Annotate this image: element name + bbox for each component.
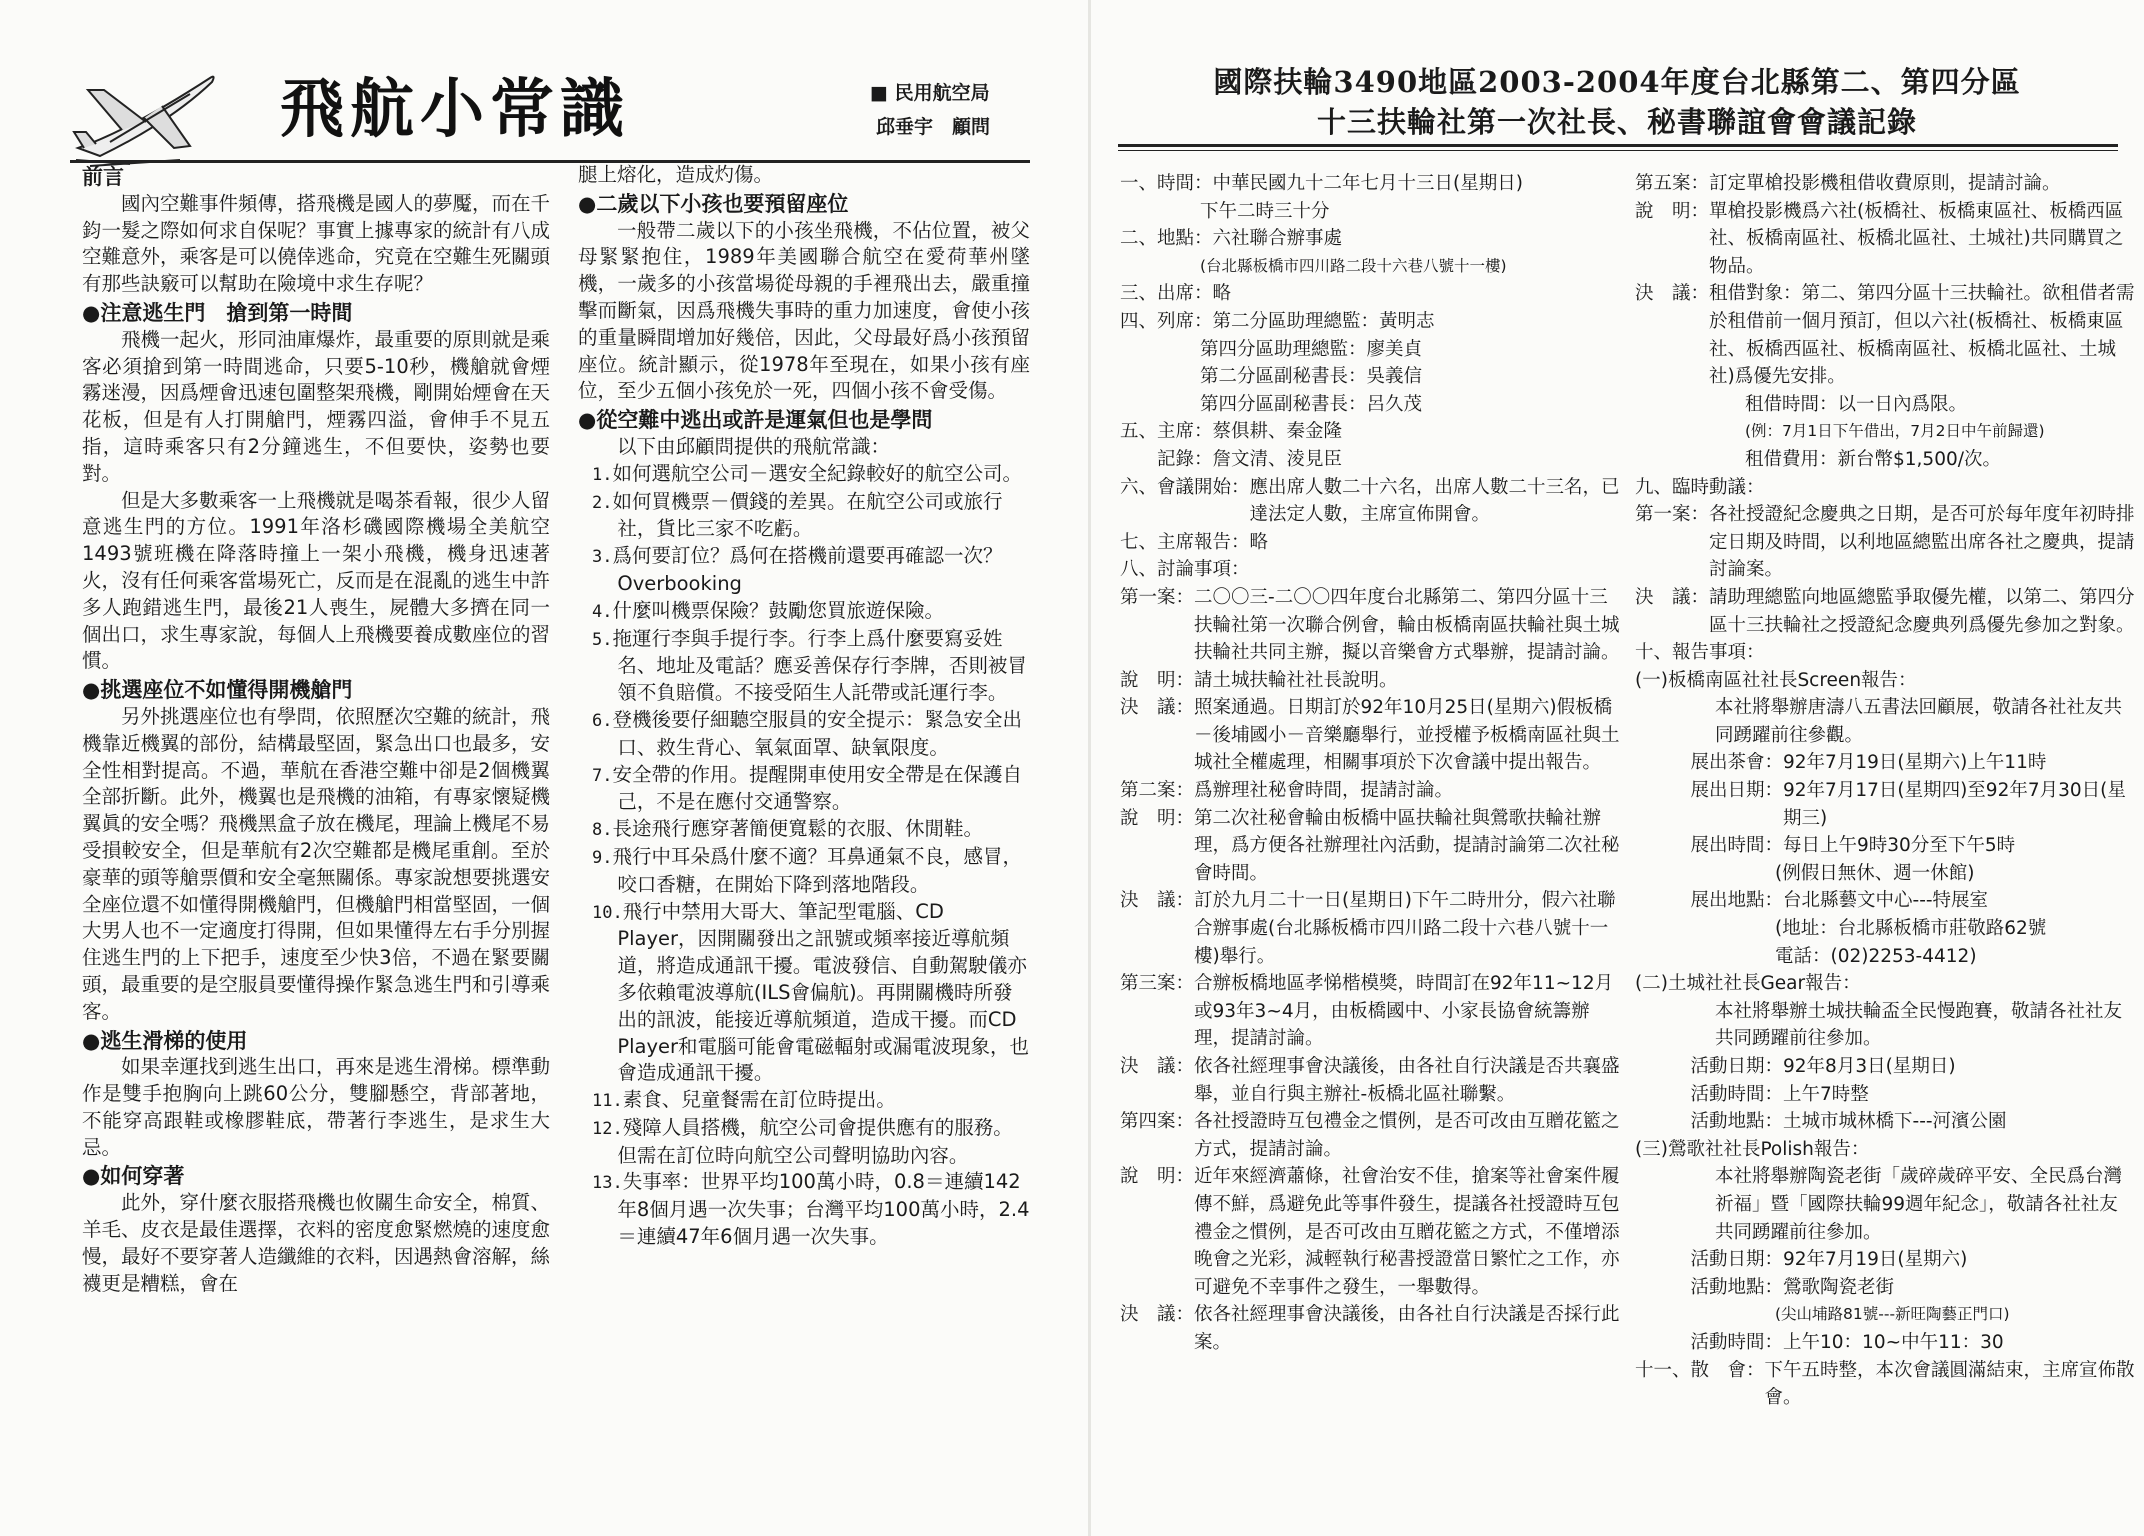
minutes-label: 說 明： bbox=[1120, 1166, 1195, 1188]
minutes-label: 九、臨時動議： bbox=[1635, 476, 1765, 498]
minutes-label: 二、地點： bbox=[1120, 228, 1213, 250]
tip-number: 5. bbox=[592, 629, 613, 650]
minutes-label: 活動時間： bbox=[1635, 1331, 1784, 1353]
minutes-label: 決 議： bbox=[1120, 697, 1195, 719]
tip-text: 什麼叫機票保險？鼓勵您買旅遊保險。 bbox=[612, 598, 944, 622]
tip-item bbox=[592, 1169, 1030, 1250]
minutes-label: 決 議： bbox=[1120, 1304, 1195, 1326]
minutes-label: 活動日期： bbox=[1635, 1056, 1784, 1077]
minutes-label: (二) bbox=[1635, 973, 1668, 995]
minutes-row bbox=[1120, 391, 1622, 419]
airplane-icon bbox=[70, 60, 220, 170]
paragraph: 以下由邱顧問提供的飛航常識： bbox=[617, 434, 891, 458]
tip-text: 長途飛行應穿著簡便寬鬆的衣服、休閒鞋。 bbox=[612, 817, 983, 841]
tip-number: 12. bbox=[592, 1118, 623, 1139]
minutes-value bbox=[1765, 639, 2135, 667]
tip-item bbox=[592, 626, 1030, 707]
minutes-row bbox=[1635, 667, 2135, 695]
minutes-row bbox=[1120, 446, 1622, 474]
minutes-row bbox=[1635, 1274, 2135, 1302]
section-heading: ●從空難中逃出或許是運氣但也是學問 bbox=[578, 408, 933, 433]
tip-text: 飛行中耳朵爲什麼不適？耳鼻通氣不良，感冒，咬口香糖，在開始下降到落地階段。 bbox=[612, 844, 1022, 896]
minutes-row bbox=[1120, 418, 1622, 446]
minutes-row bbox=[1635, 1081, 2135, 1109]
minutes-row bbox=[1120, 225, 1622, 253]
minutes-row bbox=[1120, 777, 1622, 805]
minutes-label: 展出地點： bbox=[1635, 890, 1784, 912]
tip-item bbox=[592, 543, 1030, 598]
minutes-value: 請助理總監向地區總監爭取優先權，以第二、第四分區十三扶輪社之授證紀念慶典列爲優先參加之對象。 bbox=[1709, 586, 2135, 636]
minutes-value: 依各社經理事會決議後，由各社自行決議是否採行此案。 bbox=[1194, 1304, 1620, 1353]
minutes-row bbox=[1635, 1053, 2135, 1081]
tip-item bbox=[592, 816, 1030, 844]
minutes-label: 第二案： bbox=[1120, 780, 1195, 802]
paragraph: 一般帶二歲以下的小孩坐飛機，不佔位置，被父母緊緊抱住，1989年美國聯合航空在愛荷華州墜機，一歲多的小孩當場從母親的手裡飛出去，嚴重撞擊而斷氣，因爲飛機失事時的重力加速度，會使小孩的重量瞬間增加好幾倍，因此，父母最好爲小孩預留座位。統計顯示，從1978年至現在，如果小孩有座位，至少五個小孩免於一死，四個小孩不會受傷。 bbox=[578, 218, 1030, 403]
minutes-label: 活動時間： bbox=[1635, 1083, 1784, 1105]
tip-number: 2. bbox=[592, 492, 613, 513]
minutes-value: 合辦板橋地區孝悌楷模獎，時間訂在92年11~12月或93年3~4月，由板橋國中、小家長協會統籌辦理，提請討論。 bbox=[1194, 973, 1614, 1050]
minutes-row bbox=[1635, 860, 2135, 888]
minutes-value: 租借費用：新台幣$1,500/次。 bbox=[1745, 448, 2001, 470]
minutes-column-2 bbox=[1635, 170, 2135, 1412]
minutes-row bbox=[1120, 170, 1622, 198]
tip-item bbox=[592, 707, 1030, 762]
minutes-value: 台北縣藝文中心---特展室 bbox=[1783, 890, 1989, 912]
minutes-row bbox=[1635, 280, 2135, 390]
minutes-value: 本社將舉辦陶瓷老街「歲碎歲碎平安、全民爲台灣祈福」暨「國際扶輪99週年紀念」，敬請各社社友共同踴躍前往參加。 bbox=[1715, 1166, 2123, 1243]
minutes-label: 展出時間： bbox=[1635, 835, 1784, 857]
tip-number: 6. bbox=[592, 710, 613, 731]
minutes-label: 活動地點： bbox=[1635, 1111, 1784, 1133]
intro-heading: 前言 bbox=[82, 165, 124, 189]
tip-number: 9. bbox=[592, 847, 613, 868]
page-title: 飛航小常識 bbox=[280, 72, 630, 147]
minutes-value: 電話：(02)2253-4412) bbox=[1775, 945, 1977, 967]
minutes-value: 下午二時三十分 bbox=[1200, 200, 1330, 222]
minutes-label: 說 明： bbox=[1120, 669, 1195, 691]
tip-item bbox=[592, 762, 1030, 817]
minutes-row bbox=[1635, 998, 2135, 1053]
tip-text: 如何選航空公司－選安全紀錄較好的航空公司。 bbox=[612, 461, 1022, 485]
minutes-row bbox=[1635, 501, 2135, 584]
minutes-label: 十、報告事項： bbox=[1635, 642, 1765, 664]
minutes-value: 土城市城林橋下---河濱公園 bbox=[1783, 1111, 2007, 1133]
minutes-row bbox=[1120, 336, 1622, 364]
minutes-label: 十一、散 會： bbox=[1635, 1359, 1765, 1381]
minutes-value: (地址：台北縣板橋市莊敬路62號 bbox=[1775, 918, 2047, 940]
minutes-value: 二〇〇三-二〇〇四年度台北縣第二、第四分區十三扶輪社第一次聯合例會，輪由板橋南區扶輪社與土城扶輪社共同主辦，擬以音樂會方式舉辦，提請討論。 bbox=[1194, 586, 1620, 664]
minutes-row bbox=[1635, 474, 2135, 502]
minutes-row bbox=[1635, 1357, 2135, 1412]
minutes-value: 上午7時整 bbox=[1783, 1083, 1869, 1105]
title-rule bbox=[1118, 144, 2118, 147]
minutes-value: 爲辦理社秘會時間，提請討論。 bbox=[1194, 780, 1454, 802]
minutes-row bbox=[1120, 529, 1622, 557]
tip-item bbox=[592, 844, 1030, 899]
minutes-row bbox=[1635, 749, 2135, 777]
tip-text: 飛行中禁用大哥大、筆記型電腦、CD Player，因開關發出之訊號或頻率接近導航頻道，將造成通訊干擾。電波發信、自動駕駛儀亦多依賴電波導航(ILS會偏航)。再開關機時所發出的訊波，能接近導航頻道，造成干擾。而CD Player和電腦可能會電磁輻射或漏電波現象，也會造成通訊干擾。 bbox=[617, 899, 1030, 1085]
byline-author: 邱垂宇 顧問 bbox=[876, 116, 991, 138]
minutes-row bbox=[1635, 943, 2135, 971]
minutes-value: 租借時間：以一日內爲限。 bbox=[1745, 393, 1968, 415]
minutes-label: 活動地點： bbox=[1635, 1276, 1784, 1298]
tip-number: 3. bbox=[592, 547, 613, 568]
minutes-value: 單槍投影機爲六社(板橋社、板橋東區社、板橋西區社、板橋南區社、板橋北區社、土城社)共同購買之物品。 bbox=[1709, 200, 2124, 277]
minutes-title-line1: 國際扶輪3490地區2003-2004年度台北縣第二、第四分區 bbox=[1213, 65, 2021, 99]
paragraph: 此外，穿什麼衣服搭飛機也攸關生命安全，棉質、羊毛、皮衣是最佳選擇，衣料的密度愈緊燃燒的速度愈慢，最好不要穿著人造纖維的衣料，因遇熱會溶解，絲襪更是糟糕，會在 bbox=[82, 1191, 551, 1295]
tip-text: 素食、兒童餐需在訂位時提出。 bbox=[622, 1088, 896, 1112]
tip-text: 拖運行李與手提行李。行李上爲什麼要寫妥姓名、地址及電話？應妥善保存行李牌，否則被冒領不負賠償。不接受陌生人託帶或託運行李。 bbox=[612, 626, 1027, 705]
section-heading: ●逃生滑梯的使用 bbox=[82, 1028, 248, 1053]
minutes-label: 第一案： bbox=[1120, 586, 1195, 608]
minutes-row bbox=[1120, 970, 1622, 1053]
tip-item bbox=[592, 461, 1030, 489]
minutes-row bbox=[1635, 1301, 2135, 1329]
minutes-row bbox=[1120, 1108, 1622, 1163]
minutes-value: 本社將舉辦唐濤八五書法回顧展，敬請各社社友共同踴躍前往參觀。 bbox=[1715, 697, 2123, 746]
tip-item bbox=[592, 899, 1030, 1088]
minutes-title-line2: 十三扶輪社第一次社長、秘書聯誼會會議記錄 bbox=[1316, 105, 1917, 139]
minutes-value bbox=[1250, 556, 1622, 584]
minutes-row bbox=[1635, 970, 2135, 998]
paragraph: 腿上熔化，造成灼傷。 bbox=[578, 163, 774, 186]
minutes-value: (尖山埔路81號---新旺陶藝正門口) bbox=[1775, 1305, 2010, 1324]
minutes-value: 鶯歌陶瓷老街 bbox=[1783, 1276, 1895, 1298]
section-heading: ●二歲以下小孩也要預留座位 bbox=[578, 191, 849, 216]
paragraph: 飛機一起火，形同油庫爆炸，最重要的原則就是乘客必須搶到第一時間逃命，只要5-10秒，機艙就會煙霧迷漫，因爲煙會迅速包圍整架飛機，剛開始煙會在天花板，但是有人打開艙門，煙霧四溢，會伸手不見五指，這時乘客只有2分鐘逃生，不但要快，姿勢也要對。 bbox=[82, 327, 551, 485]
minutes-row bbox=[1635, 887, 2135, 915]
minutes-label: 展出茶會： bbox=[1635, 752, 1784, 774]
minutes-label: 七、主席報告： bbox=[1120, 531, 1250, 553]
section-heading: ●注意逃生門 搶到第一時間 bbox=[82, 300, 353, 325]
section-heading: ●如何穿著 bbox=[82, 1164, 185, 1189]
minutes-row bbox=[1120, 584, 1622, 667]
tip-item bbox=[592, 489, 1030, 544]
minutes-row bbox=[1635, 1329, 2135, 1357]
tip-number: 11. bbox=[592, 1091, 623, 1112]
tip-number: 1. bbox=[592, 464, 613, 485]
paragraph: 但是大多數乘客一上飛機就是喝茶看報，很少人留意逃生門的方位。1991年洛杉磯國際機場全美航空1493號班機在降落時撞上一架小飛機，機身迅速著火，沒有任何乘客當場死亡，反而是在混亂的逃生中許多人跑錯逃生門，最後21人喪生，屍體大多擠在同一個出口，求生專家說，每個人上飛機要養成數座位的習慣。 bbox=[82, 488, 551, 673]
minutes-value: 第二分區助理總監：黃明志 bbox=[1212, 310, 1435, 332]
section-heading: ●挑選座位不如懂得開機艙門 bbox=[82, 678, 353, 703]
minutes-value: 照案通過。日期訂於92年10月25日(星期六)假板橋－後埔國小－音樂廳舉行，並授權予板橋南區社與土城社全權處理，相關事項於下次會議中提出報告。 bbox=[1194, 697, 1620, 774]
tip-number: 4. bbox=[592, 601, 613, 622]
tip-number: 13. bbox=[592, 1173, 623, 1194]
minutes-label: 活動日期： bbox=[1635, 1249, 1784, 1271]
minutes-row bbox=[1120, 805, 1622, 888]
minutes-value: 略 bbox=[1249, 531, 1269, 553]
tip-text: 失事率：世界平均100萬小時，0.8＝連續142年8個月遇一次失事；台灣平均100萬小時，2.4＝連續47年6個月遇一次失事。 bbox=[617, 1170, 1030, 1249]
minutes-label: 決 議： bbox=[1120, 1056, 1195, 1077]
minutes-row bbox=[1635, 198, 2135, 281]
minutes-value: 近年來經濟蕭條，社會治安不佳，搶案等社會案件履傳不鮮，爲避免此等事件發生，提議各社授證時互包禮金之慣例，是否可改由互贈花籃之方式，不僅增添晚會之光彩，減輕執行秘書授證當日繁忙之工作，亦可避免不幸事件之發生，一舉數得。 bbox=[1194, 1166, 1620, 1298]
minutes-value: 下午五時整，本次會議圓滿結束，主席宣佈散會。 bbox=[1764, 1359, 2135, 1409]
minutes-row bbox=[1635, 915, 2135, 943]
minutes-row bbox=[1120, 1053, 1622, 1108]
minutes-value: 92年8月3日(星期日) bbox=[1783, 1056, 1956, 1077]
tip-number: 10. bbox=[592, 902, 623, 923]
minutes-value: 租借對象：第二、第四分區十三扶輪社。欲租借者需於租借前一個月預訂，但以六社(板橋社、板橋東區社、板橋西區社、板橋南區社、板橋北區社、土城社)爲優先安排。 bbox=[1709, 283, 2135, 388]
minutes-row bbox=[1635, 584, 2135, 639]
tips-list bbox=[578, 461, 1030, 1251]
minutes-value: 板橋南區社社長Screen報告： bbox=[1667, 669, 1917, 691]
minutes-row bbox=[1635, 446, 2135, 474]
minutes-label: 第五案： bbox=[1635, 173, 1710, 194]
tip-item bbox=[592, 598, 1030, 626]
minutes-value: 訂定單槍投影機租借收費原則，提請討論。 bbox=[1709, 173, 2061, 194]
byline bbox=[870, 76, 990, 144]
minutes-label: 決 議： bbox=[1635, 283, 1710, 305]
minutes-row bbox=[1635, 694, 2135, 749]
minutes-value: (例：7月1日下午借出，7月2日中午前歸還) bbox=[1745, 422, 2045, 441]
minutes-value: 詹文清、淩見臣 bbox=[1212, 448, 1343, 470]
minutes-row bbox=[1120, 667, 1622, 695]
minutes-value: 六社聯合辦事處 bbox=[1212, 228, 1343, 250]
tip-number: 8. bbox=[592, 820, 613, 841]
minutes-label: 第四案： bbox=[1120, 1111, 1195, 1133]
minutes-label: 說 明： bbox=[1120, 807, 1195, 829]
tip-text: 爲何要訂位？爲何在搭機前還要再確認一次？Overbooking bbox=[612, 544, 1003, 595]
minutes-value: 上午10：10~中午11：30 bbox=[1783, 1331, 2004, 1353]
minutes-row bbox=[1120, 556, 1622, 584]
minutes-value bbox=[1765, 474, 2135, 502]
minutes-label: (一) bbox=[1635, 669, 1668, 691]
minutes-row bbox=[1635, 832, 2135, 860]
tip-text: 安全帶的作用。提醒開車使用安全帶是在保護自己，不是在應付交通警察。 bbox=[612, 762, 1022, 814]
tip-text: 殘障人員搭機，航空公司會提供應有的服務。但需在訂位時向航空公司聲明協助內容。 bbox=[617, 1115, 1013, 1167]
minutes-label: 記錄： bbox=[1120, 448, 1213, 470]
intro-paragraph: 國內空難事件頻傳，搭飛機是國人的夢魘，而在千鈞一髮之際如何求自保呢？事實上據專家的統計有八成空難意外，乘客是可以僥倖逃命，究竟在空難生死關頭有那些訣竅可以幫助在險境中求生存呢？ bbox=[82, 191, 551, 296]
minutes-row bbox=[1120, 198, 1622, 226]
minutes-label: 決 議： bbox=[1635, 586, 1710, 608]
minutes-row bbox=[1120, 253, 1622, 281]
minutes-value: (例假日無休、週一休館) bbox=[1775, 862, 1975, 884]
minutes-value: 92年7月19日(星期六) bbox=[1783, 1249, 1968, 1271]
minutes-row bbox=[1635, 1246, 2135, 1274]
minutes-row bbox=[1635, 639, 2135, 667]
minutes-value: 每日上午9時30分至下午5時 bbox=[1783, 835, 2016, 857]
minutes-row bbox=[1120, 694, 1622, 777]
minutes-row bbox=[1120, 1163, 1622, 1301]
minutes-row bbox=[1635, 170, 2135, 198]
minutes-label: 一、時間： bbox=[1120, 173, 1213, 194]
minutes-label: 四、列席： bbox=[1120, 310, 1213, 332]
minutes-value: 鶯歌社社長Polish報告： bbox=[1667, 1138, 1870, 1160]
minutes-label: 五、主席： bbox=[1120, 421, 1213, 443]
minutes-value: 中華民國九十二年七月十三日(星期日) bbox=[1212, 173, 1523, 194]
right-page bbox=[1090, 0, 2144, 1536]
minutes-label: (三) bbox=[1635, 1138, 1668, 1160]
minutes-label: 第一案： bbox=[1635, 504, 1710, 526]
minutes-label: 決 議： bbox=[1120, 890, 1195, 912]
paragraph: 如果幸運找到逃生出口，再來是逃生滑梯。標準動作是雙手抱胸向上跳60公分，雙腳懸空，背部著地，不能穿高跟鞋或橡膠鞋底，帶著行李逃生，是求生大忌。 bbox=[82, 1055, 551, 1159]
minutes-row bbox=[1120, 474, 1622, 529]
tip-item bbox=[592, 1087, 1030, 1115]
tip-item bbox=[592, 1115, 1030, 1170]
minutes-row bbox=[1635, 777, 2135, 832]
minutes-label: 八、討論事項： bbox=[1120, 559, 1250, 581]
minutes-row bbox=[1635, 1163, 2135, 1246]
minutes-row bbox=[1120, 1301, 1622, 1356]
minutes-value: 本社將舉辦土城扶輪盃全民慢跑賽，敬請各社社友共同踴躍前往參加。 bbox=[1715, 1000, 2123, 1050]
title-rule-thin bbox=[1118, 150, 2118, 151]
minutes-row bbox=[1120, 308, 1622, 336]
minutes-value: 略 bbox=[1212, 283, 1232, 305]
minutes-row bbox=[1120, 280, 1622, 308]
minutes-value: 土城社社長Gear報告： bbox=[1667, 973, 1861, 995]
minutes-column-1 bbox=[1120, 170, 1622, 1357]
minutes-value: 蔡俱耕、秦金隆 bbox=[1212, 421, 1343, 443]
minutes-row bbox=[1120, 887, 1622, 970]
left-column-2 bbox=[578, 162, 1030, 1251]
minutes-value: 各社授證時互包禮金之慣例，是否可改由互贈花籃之方式，提請討論。 bbox=[1194, 1111, 1620, 1160]
minutes-value: 92年7月17日(星期四)至92年7月30日(星期三) bbox=[1783, 780, 2126, 829]
minutes-row bbox=[1635, 1108, 2135, 1136]
minutes-value: 第二次社秘會輪由板橋中區扶輪社與鶯歌扶輪社辦理，爲方便各社辦理社內活動，提請討論第二次社秘會時間。 bbox=[1194, 807, 1620, 884]
tip-text: 登機後要仔細聽空服員的安全提示：緊急安全出口、救生背心、氧氣面罩、缺氧限度。 bbox=[612, 707, 1022, 759]
minutes-label: 三、出席： bbox=[1120, 283, 1213, 305]
tip-number: 7. bbox=[592, 765, 613, 786]
minutes-label: 六、會議開始： bbox=[1120, 476, 1250, 498]
byline-org: ■ 民用航空局 bbox=[870, 82, 990, 104]
minutes-row bbox=[1120, 363, 1622, 391]
left-column-1 bbox=[82, 162, 550, 1297]
paragraph: 另外挑選座位也有學問，依照歷次空難的統計，飛機靠近機翼的部份，結構最堅固，緊急出口也最多，安全性相對提高。不過，華航在香港空難中卻是2個機翼全部折斷。此外，機翼也是飛機的油箱，有專家懷疑機翼眞的安全嗎？飛機黑盒子放在機尾，理論上機尾不易受損較安全，但是華航有2次空難都是機尾重創。至於豪華的頭等艙票價和安全毫無關係。專家說想要挑選安全座位還不如懂得開機艙門，但機艙門相當堅固，一個大男人也不一定適度打得開，但如果懂得左右手分別握住逃生門的上下把手，速度至少快3倍，不過在緊要關頭，最重要的是空服員要懂得操作緊急逃生門和引導乘客。 bbox=[82, 704, 551, 1023]
minutes-value: 請土城扶輪社社長說明。 bbox=[1194, 669, 1398, 691]
minutes-row bbox=[1635, 418, 2135, 446]
minutes-value: 各社授證紀念慶典之日期，是否可於每年度年初時排定日期及時間，以利地區總監出席各社之慶典，提請討論案。 bbox=[1709, 504, 2135, 581]
minutes-value: 第四分區副秘書長：呂久茂 bbox=[1200, 393, 1423, 415]
minutes-label: 說 明： bbox=[1635, 200, 1710, 222]
minutes-row bbox=[1635, 391, 2135, 419]
minutes-row bbox=[1635, 1136, 2135, 1164]
minutes-value: 應出席人數二十六名，出席人數二十三名，已達法定人數，主席宣佈開會。 bbox=[1249, 476, 1620, 526]
minutes-value: 92年7月19日(星期六)上午11時 bbox=[1783, 752, 2047, 774]
minutes-value: 訂於九月二十一日(星期日)下午二時卅分，假六社聯合辦事處(台北縣板橋市四川路二段十六巷八號十一樓)舉行。 bbox=[1194, 890, 1616, 967]
minutes-value: 第二分區副秘書長：吳義信 bbox=[1200, 366, 1423, 388]
minutes-value: 第四分區助理總監：廖美貞 bbox=[1200, 338, 1423, 360]
minutes-label: 第三案： bbox=[1120, 973, 1195, 995]
tip-text: 如何買機票－價錢的差異。在航空公司或旅行社，貨比三家不吃虧。 bbox=[612, 489, 1003, 541]
minutes-label: 展出日期： bbox=[1635, 780, 1784, 802]
minutes-value: 依各社經理事會決議後，由各社自行決議是否共襄盛舉，並自行與主辦社-板橋北區社聯繫。 bbox=[1194, 1056, 1620, 1105]
minutes-value: (台北縣板橋市四川路二段十六巷八號十一樓) bbox=[1200, 256, 1507, 275]
